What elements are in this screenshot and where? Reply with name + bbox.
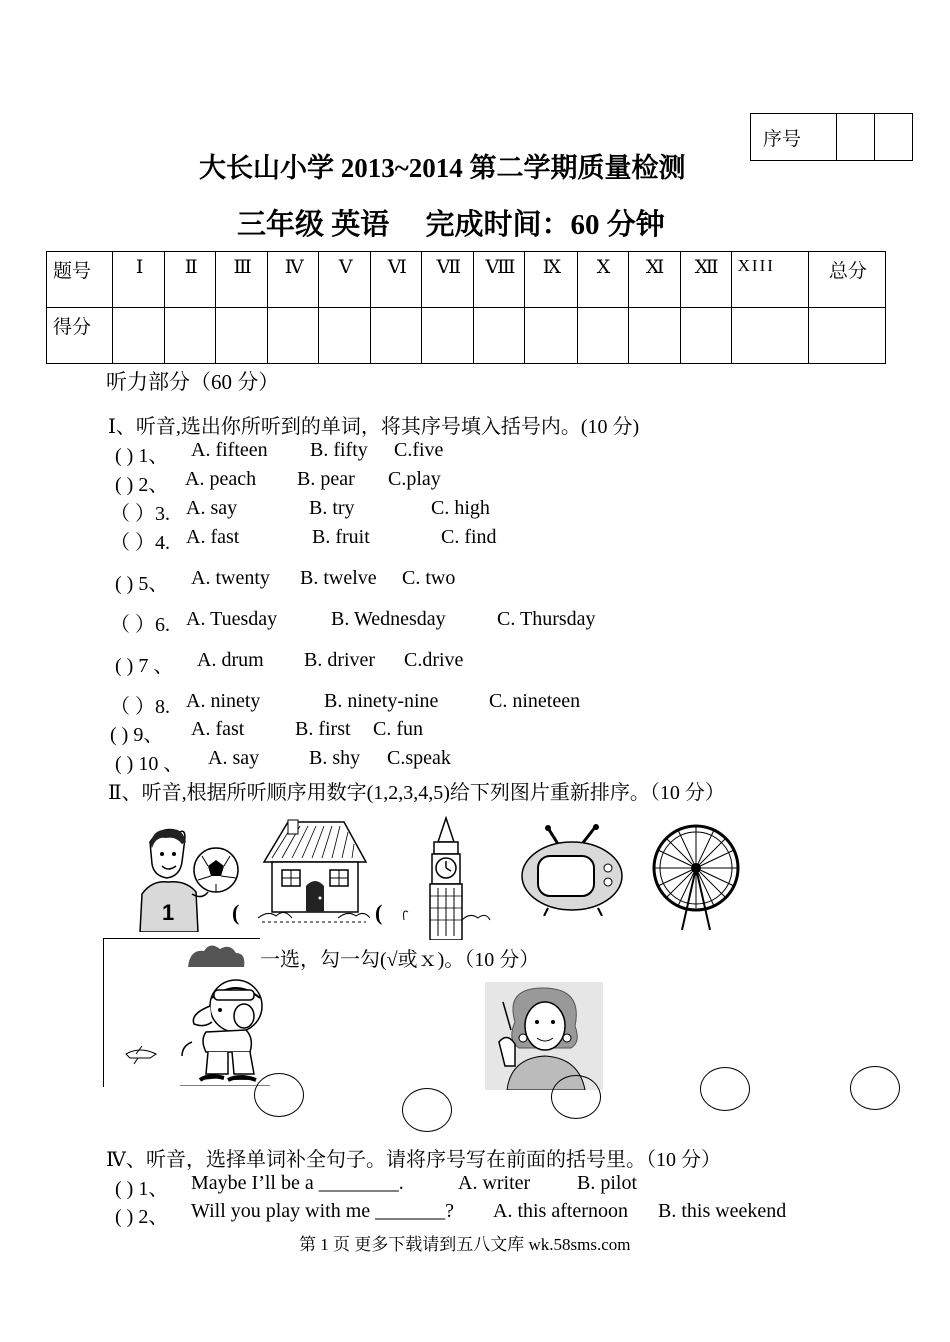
q2-number: ( ) 2、: [115, 474, 169, 496]
score-cell[interactable]: [731, 308, 808, 364]
sequence-label: 序号: [751, 114, 837, 161]
q4-option-b: B. fruit: [312, 526, 370, 548]
q4-number: （ ）4.: [110, 532, 170, 554]
q1-option-c: C.five: [394, 439, 444, 461]
exam-subtitle: 三年级 英语 完成时间：60 分钟: [237, 209, 665, 241]
score-cell[interactable]: [422, 308, 474, 364]
q9-option-c: C. fun: [373, 718, 423, 740]
question-col-2: Ⅱ: [165, 252, 216, 308]
question-col-8: Ⅷ: [474, 252, 525, 308]
q2-option-c: C.play: [388, 468, 441, 490]
q5-option-c: C. two: [402, 567, 456, 589]
score-cell[interactable]: [371, 308, 422, 364]
score-cell[interactable]: [474, 308, 525, 364]
score-table-header-row: [47, 252, 886, 308]
section3-heading: 一选，勾一勾(√或ｘ)。（10 分）: [260, 949, 540, 971]
q2-option-a: A. peach: [185, 468, 257, 490]
q3-option-b: B. try: [309, 497, 355, 519]
question-number-label: 题号: [47, 252, 113, 308]
q5-option-a: A. twenty: [191, 567, 270, 589]
total-score-label: 总分: [808, 252, 885, 308]
answer-circle-5[interactable]: [850, 1066, 900, 1110]
q7-option-c: C.drive: [404, 649, 464, 671]
hair-illustration: [186, 941, 246, 967]
q5-number: ( ) 5、: [115, 573, 169, 595]
q3-option-c: C. high: [431, 497, 490, 519]
score-cell[interactable]: [577, 308, 628, 364]
q10-option-b: B. shy: [309, 747, 361, 769]
answer-circle-1[interactable]: [254, 1073, 304, 1117]
svg-text:1: 1: [162, 900, 175, 925]
question-col-6: Ⅵ: [371, 252, 422, 308]
q8-option-c: C. nineteen: [489, 690, 581, 712]
q8-option-b: B. ninety-nine: [324, 690, 439, 712]
answer-circle-3[interactable]: [551, 1075, 601, 1119]
score-table: [46, 251, 886, 364]
page-footer: 第 1 页 更多下载请到五八文库 wk.58sms.com: [299, 1235, 631, 1254]
q1-option-b: B. fifty: [310, 439, 368, 461]
section4-heading: Ⅳ、听音，选择单词补全句子。请将序号写在前面的括号里。（10 分）: [106, 1149, 721, 1171]
score-cell[interactable]: [628, 308, 680, 364]
s4-q2-option-b: B. this weekend: [658, 1200, 787, 1222]
q8-number: （ ）8.: [110, 696, 170, 718]
s4-q1-number: ( ) 1、: [115, 1178, 169, 1200]
pilot-illustration: [120, 976, 272, 1086]
listening-heading: 听力部分（60 分）: [106, 370, 280, 394]
score-label: 得分: [47, 308, 113, 364]
q1-number: ( ) 1、: [115, 445, 169, 467]
question-col-7: Ⅶ: [422, 252, 474, 308]
score-cell[interactable]: [525, 308, 577, 364]
sequence-digit-cell-2[interactable]: [875, 114, 913, 161]
exam-title: 大长山小学 2013~2014 第二学期质量检测: [199, 153, 686, 183]
question-col-3: Ⅲ: [216, 252, 268, 308]
score-table-score-row: [47, 308, 886, 364]
q4-option-c: C. find: [441, 526, 497, 548]
question-col-5: Ⅴ: [319, 252, 371, 308]
s4-q2-sentence: Will you play with me _______?: [191, 1200, 455, 1222]
q6-option-a: A. Tuesday: [186, 608, 278, 630]
q10-option-a: A. say: [208, 747, 260, 769]
score-cell[interactable]: [680, 308, 731, 364]
q2-option-b: B. pear: [297, 468, 355, 490]
paren-mark-1: (: [232, 900, 240, 925]
question-col-13: XIII: [731, 252, 808, 308]
q1-option-a: A. fifteen: [191, 439, 268, 461]
q10-number: ( ) 10 、: [115, 753, 184, 775]
q6-option-c: C. Thursday: [497, 608, 596, 630]
question-col-12: Ⅻ: [680, 252, 731, 308]
house-illustration: [258, 818, 370, 926]
s4-q2-number: ( ) 2、: [115, 1206, 169, 1228]
question-col-1: Ⅰ: [113, 252, 165, 308]
sequence-digit-cell-1[interactable]: [837, 114, 875, 161]
q7-option-a: A. drum: [197, 649, 264, 671]
woman-illustration: [485, 982, 603, 1090]
question-col-10: Ⅹ: [577, 252, 628, 308]
s4-q2-option-a: A. this afternoon: [493, 1200, 628, 1222]
total-score-cell[interactable]: [808, 308, 885, 364]
score-cell[interactable]: [319, 308, 371, 364]
q9-option-a: A. fast: [191, 718, 245, 740]
question-col-11: Ⅺ: [628, 252, 680, 308]
q8-option-a: A. ninety: [186, 690, 261, 712]
score-cell[interactable]: [216, 308, 268, 364]
s4-q1-option-b: B. pilot: [577, 1172, 638, 1194]
s4-q1-option-a: A. writer: [458, 1172, 531, 1194]
q3-option-a: A. say: [186, 497, 238, 519]
score-cell[interactable]: [268, 308, 319, 364]
paren-mark-2: (: [375, 900, 383, 925]
sequence-number-box: [750, 113, 913, 161]
ferris-wheel-illustration: [650, 818, 742, 930]
section1-heading: Ⅰ、听音,选出你所听到的单词，将其序号填入括号内。(10 分): [108, 416, 640, 438]
answer-circle-2[interactable]: [402, 1088, 452, 1132]
q10-option-c: C.speak: [387, 747, 451, 769]
score-cell[interactable]: [113, 308, 165, 364]
q7-number: ( ) 7 、: [115, 655, 174, 677]
q9-option-b: B. first: [295, 718, 351, 740]
boy-with-ball-illustration: [132, 822, 242, 932]
q9-number: ( ) 9、: [110, 724, 164, 746]
s4-q1-sentence: Maybe I’ll be a ________.: [191, 1172, 404, 1194]
clock-tower-illustration: [400, 816, 492, 940]
q3-number: （ ）3.: [110, 503, 170, 525]
q7-option-b: B. driver: [304, 649, 376, 671]
tv-illustration: [518, 824, 628, 916]
q6-option-b: B. Wednesday: [331, 608, 446, 630]
score-cell[interactable]: [165, 308, 216, 364]
question-col-9: Ⅸ: [525, 252, 577, 308]
question-col-4: Ⅳ: [268, 252, 319, 308]
section2-heading: Ⅱ、听音,根据所听顺序用数字(1,2,3,4,5)给下列图片重新排序。（10 分）: [108, 782, 725, 804]
answer-circle-4[interactable]: [700, 1067, 750, 1111]
q6-number: （ ）6.: [110, 614, 170, 636]
q5-option-b: B. twelve: [300, 567, 377, 589]
q4-option-a: A. fast: [186, 526, 240, 548]
